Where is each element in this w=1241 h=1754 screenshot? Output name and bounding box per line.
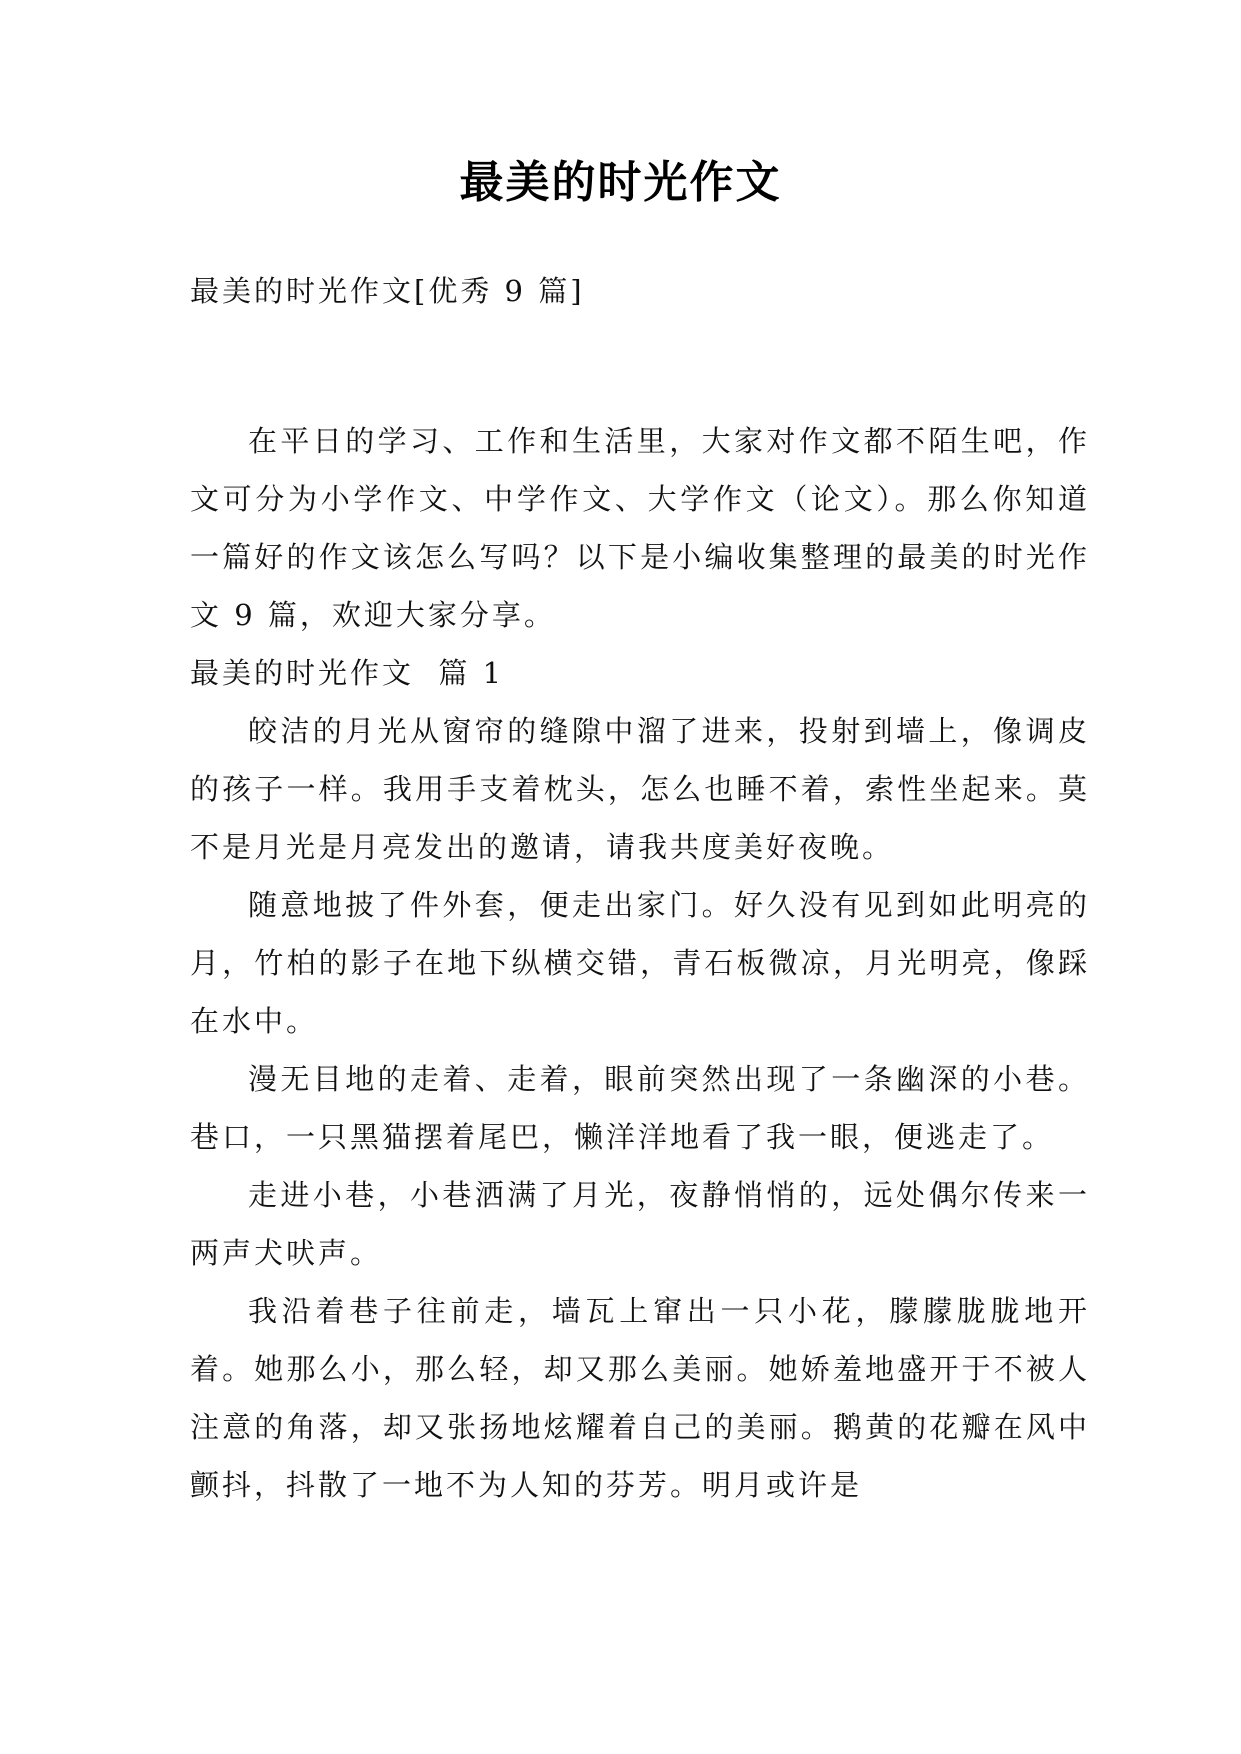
document-body — [190, 262, 1090, 1514]
spacer — [190, 320, 1090, 412]
body-paragraph: 我沿着巷子往前走，墙瓦上窜出一只小花，朦朦胧胧地开着。她那么小，那么轻，却又那么美丽。她娇羞地盛开于不被人注意的角落，却又张扬地炫耀着自己的美丽。鹅黄的花瓣在风中颤抖，抖散了一地不为人知的芬芳。明月或许是 — [190, 1294, 1090, 1502]
intro-paragraph: 在平日的学习、工作和生活里，大家对作文都不陌生吧，作文可分为小学作文、中学作文、大学作文（论文）。那么你知道一篇好的作文该怎么写吗？以下是小编收集整理的最美的时光作文 9 篇，欢迎大家分享。 — [190, 424, 1090, 632]
body-paragraph: 走进小巷，小巷洒满了月光，夜静悄悄的，远处偶尔传来一两声犬吠声。 — [190, 1178, 1090, 1270]
document-title: 最美的时光作文 — [459, 157, 782, 208]
body-paragraph: 随意地披了件外套，便走出家门。好久没有见到如此明亮的月，竹柏的影子在地下纵横交错，青石板微凉，月光明亮，像踩在水中。 — [190, 888, 1090, 1038]
body-paragraph: 漫无目地的走着、走着，眼前突然出现了一条幽深的小巷。巷口，一只黑猫摆着尾巴，懒洋洋地看了我一眼，便逃走了。 — [190, 1062, 1090, 1154]
document-subtitle: 最美的时光作文[优秀 9 篇] — [190, 274, 585, 308]
body-paragraph: 皎洁的月光从窗帘的缝隙中溜了进来，投射到墙上，像调皮的孩子一样。我用手支着枕头，怎么也睡不着，索性坐起来。莫不是月光是月亮发出的邀请，请我共度美好夜晚。 — [190, 714, 1090, 864]
section-heading: 最美的时光作文 篇 1 — [190, 656, 505, 690]
